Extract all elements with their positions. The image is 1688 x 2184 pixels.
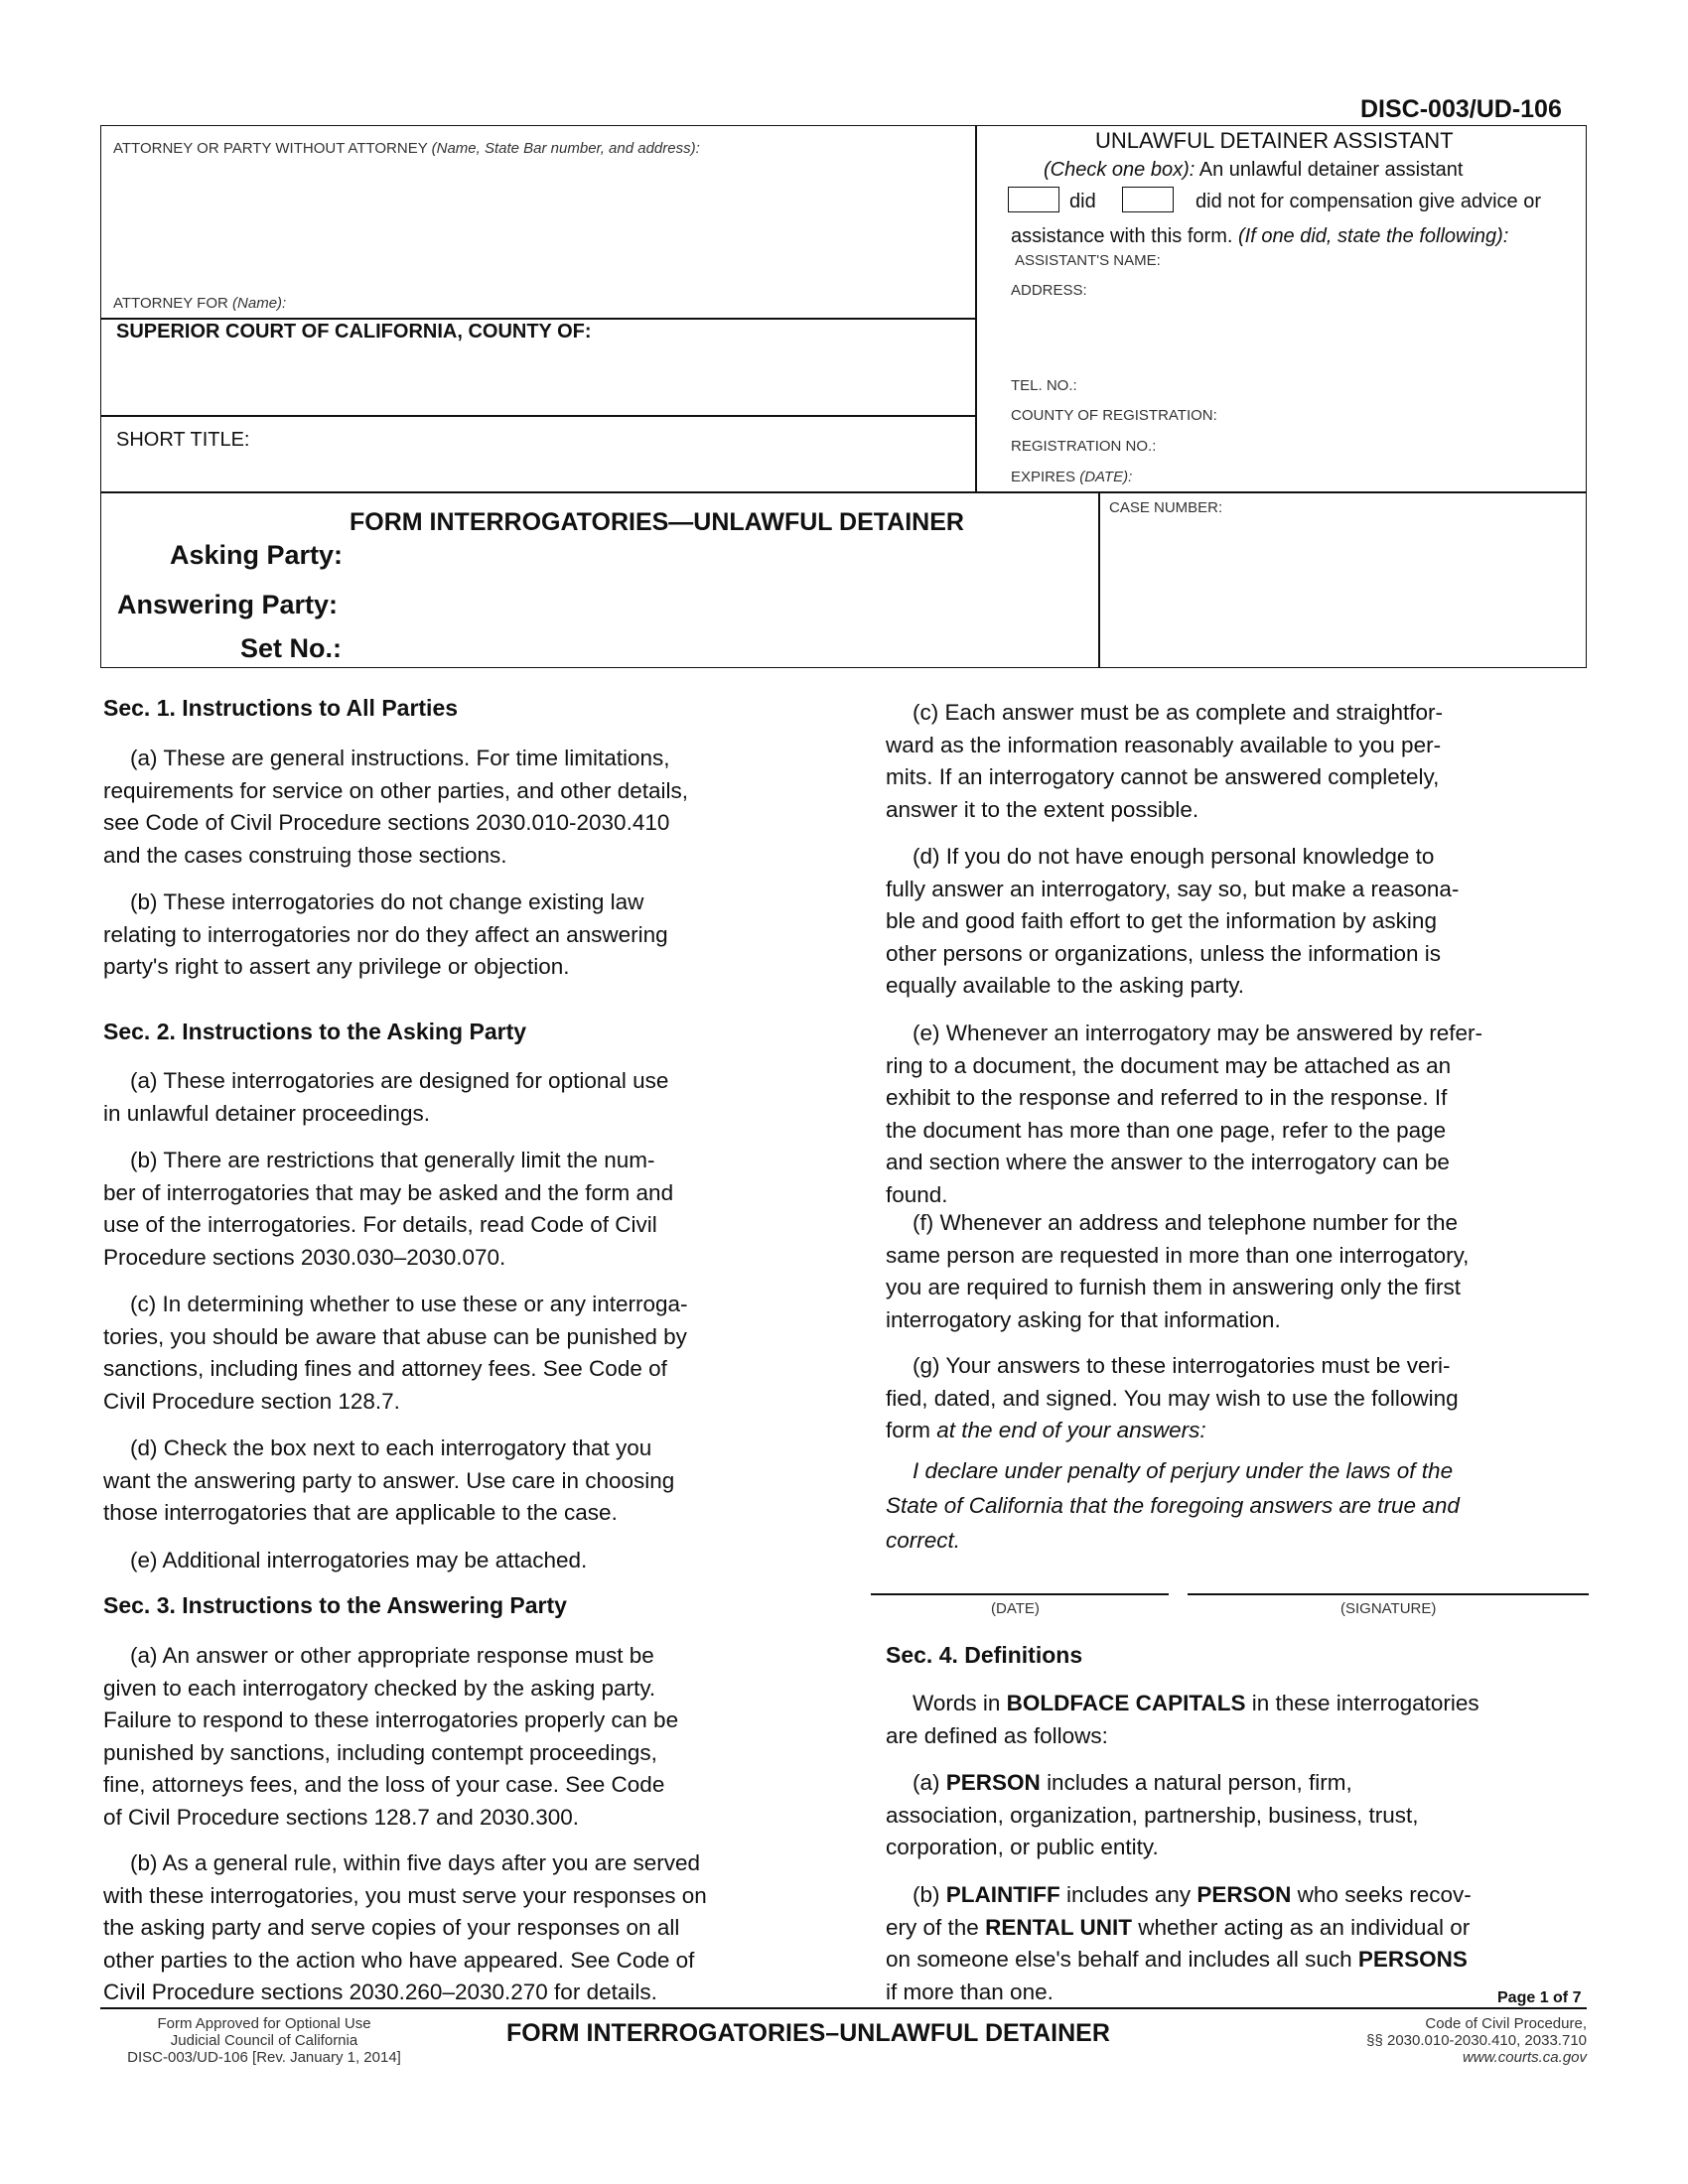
line: correct.: [886, 1528, 961, 1553]
line: [886, 1415, 1459, 1447]
line: fine, attorneys fees, and the loss of your case. See Code: [103, 1772, 665, 1797]
sec3-para-b: [103, 1847, 707, 2009]
line: (a) These interrogatories are designed for optional use: [130, 1068, 669, 1093]
assistant-check-hint: (Check one box):: [1044, 159, 1196, 181]
term: PERSONS: [1357, 1947, 1468, 1972]
approved-line: Judicial Council of California: [170, 2032, 358, 2049]
line: answer it to the extent possible.: [886, 796, 1199, 822]
signature-field[interactable]: [1188, 1555, 1589, 1592]
line: State of California that the foregoing answers are true and: [886, 1493, 1460, 1518]
registration-no-label: REGISTRATION NO.:: [1011, 438, 1157, 455]
date-line: [871, 1593, 1169, 1595]
sec2-para-d: [103, 1433, 674, 1530]
code-line: §§ 2030.010-2030.410, 2033.710: [1366, 2032, 1587, 2049]
term: RENTAL UNIT: [985, 1914, 1132, 1940]
case-number-field[interactable]: [1107, 524, 1574, 658]
line: Civil Procedure sections 2030.260–2030.270 for details.: [103, 1979, 657, 2004]
tel-label: TEL. NO.:: [1011, 377, 1077, 394]
footer-title: FORM INTERROGATORIES–UNLAWFUL DETAINER: [506, 2019, 1110, 2047]
asking-party-field[interactable]: [359, 540, 1074, 572]
set-no-label: Set No.:: [240, 633, 343, 663]
line: relating to interrogatories nor do they affect an answering: [103, 921, 668, 947]
did-checkbox[interactable]: [1008, 187, 1059, 212]
text: on someone else's behalf and includes all such: [886, 1947, 1352, 1972]
line: [886, 1879, 1472, 1912]
line: equally available to the asking party.: [886, 973, 1245, 998]
term: PERSON: [945, 1770, 1041, 1795]
text: whether acting as an individual or: [1138, 1914, 1471, 1940]
line: Failure to respond to these interrogatories properly can be: [103, 1707, 679, 1732]
line: (b) There are restrictions that generally limit the num-: [130, 1148, 655, 1172]
line: sanctions, including fines and attorney fees. See Code of: [103, 1356, 667, 1381]
line: [886, 1767, 1419, 1800]
did-not-label: did not for compensation give advice or: [1196, 191, 1541, 212]
sec4-intro: [886, 1688, 1479, 1752]
line: in unlawful detainer proceedings.: [103, 1100, 430, 1126]
short-title-label: SHORT TITLE:: [116, 429, 250, 451]
sec4-title: Sec. 4. Definitions: [886, 1642, 1083, 1668]
footer-rule: [100, 2007, 1587, 2009]
sec2-title: Sec. 2. Instructions to the Asking Party: [103, 1019, 527, 1044]
line: ward as the information reasonably available to you per-: [886, 732, 1442, 757]
line: and the cases construing those sections.: [103, 842, 507, 868]
caption-divider-vertical-lower: [1098, 491, 1100, 668]
sec2-para-a: [103, 1065, 668, 1130]
sec3-para-f: [886, 1207, 1469, 1336]
sec3-title: Sec. 3. Instructions to the Answering Party: [103, 1592, 567, 1618]
definition-b: [886, 1879, 1472, 2008]
line: (c) Each answer must be as complete and straightfor-: [913, 700, 1443, 725]
sec2-para-c: [103, 1289, 688, 1418]
signature-line: [1188, 1593, 1589, 1595]
line: (f) Whenever an address and telephone number for the: [913, 1210, 1459, 1235]
line: fied, dated, and signed. You may wish to use the following: [886, 1385, 1459, 1411]
line: interrogatory asking for that information.: [886, 1306, 1281, 1332]
did-not-checkbox-box[interactable]: [1122, 187, 1174, 212]
code-line: Code of Civil Procedure,: [1425, 2015, 1587, 2032]
text-italic: at the end of your answers:: [936, 1418, 1206, 1442]
line: the document has more than one page, refer to the page: [886, 1117, 1447, 1143]
expires-text: EXPIRES: [1011, 469, 1076, 485]
caption-divider-vertical-upper: [975, 125, 977, 492]
line: other parties to the action who have appeared. See Code of: [103, 1947, 695, 1973]
declaration: [886, 1453, 1460, 1558]
line: those interrogatories that are applicable to the case.: [103, 1500, 618, 1525]
line: are defined as follows:: [886, 1722, 1108, 1748]
assistant-check-line: [1044, 159, 1463, 182]
assistant-name-label: ASSISTANT'S NAME:: [1015, 252, 1161, 269]
did-label: did: [1069, 191, 1096, 212]
line: (a) An answer or other appropriate response must be: [130, 1643, 654, 1668]
line: you are required to furnish them in answering only the first: [886, 1275, 1462, 1299]
sec3-para-a: [103, 1640, 678, 1834]
line: of Civil Procedure sections 128.7 and 2030.300.: [103, 1804, 580, 1830]
line: the asking party and serve copies of your responses on all: [103, 1915, 680, 1940]
approved-line: DISC-003/UD-106 [Rev. January 1, 2014]: [127, 2049, 401, 2066]
case-number-label: CASE NUMBER:: [1109, 499, 1223, 516]
line: (e) Additional interrogatories may be attached.: [130, 1548, 588, 1572]
date-field[interactable]: [871, 1555, 1169, 1592]
sec1-para-b: [103, 887, 668, 984]
line: ring to a document, the document may be attached as an: [886, 1052, 1452, 1078]
sec1-para-a: [103, 743, 688, 872]
court-field[interactable]: [109, 347, 963, 409]
asking-party-label: Asking Party:: [170, 540, 344, 570]
line: (b) As a general rule, within five days after you are served: [130, 1850, 701, 1875]
assistance-hint: (If one did, state the following):: [1237, 225, 1509, 247]
website-link[interactable]: www.courts.ca.gov: [1462, 2049, 1587, 2066]
line: ble and good faith effort to get the information by asking: [886, 908, 1437, 933]
term: PERSON: [1196, 1882, 1292, 1907]
answering-party-label: Answering Party:: [117, 590, 339, 619]
signature-label: (SIGNATURE): [1340, 1600, 1437, 1617]
line: and section where the answer to the interrogatory can be: [886, 1150, 1450, 1174]
footer-approved: [100, 2015, 428, 2066]
text: includes a natural person, firm,: [1047, 1770, 1352, 1795]
line: fully answer an interrogatory, say so, but make a reasona-: [886, 876, 1460, 901]
assistant-address-label: ADDRESS:: [1011, 282, 1087, 299]
line: if more than one.: [886, 1979, 1054, 2004]
set-no-field[interactable]: [359, 633, 1074, 665]
line: (g) Your answers to these interrogatories must be veri-: [913, 1353, 1451, 1378]
line: Civil Procedure section 128.7.: [103, 1388, 400, 1414]
sec2-para-e: [103, 1545, 587, 1577]
court-label: SUPERIOR COURT OF CALIFORNIA, COUNTY OF:: [116, 321, 592, 342]
expires-hint: (DATE):: [1079, 469, 1133, 485]
caption-divider-court: [100, 318, 976, 320]
attorney-for-text: ATTORNEY FOR: [113, 295, 228, 312]
line: [886, 1912, 1472, 1945]
attorney-for-hint: (Name):: [232, 295, 287, 312]
text: (b): [913, 1882, 940, 1907]
line: same person are requested in more than one interrogatory,: [886, 1242, 1470, 1268]
footer-code: [1241, 2015, 1587, 2066]
assistance-text: assistance with this form.: [1011, 225, 1233, 247]
attorney-label-hint: (Name, State Bar number, and address):: [431, 140, 700, 157]
approved-line: Form Approved for Optional Use: [157, 2015, 371, 2032]
line: I declare under penalty of perjury under the laws of the: [913, 1458, 1454, 1483]
attorney-label: [113, 140, 700, 157]
caption-divider-title: [100, 491, 1587, 493]
assistance-line: [1011, 225, 1508, 248]
line: Procedure sections 2030.030–2030.070.: [103, 1244, 506, 1270]
text: (a): [913, 1770, 940, 1795]
line: see Code of Civil Procedure sections 2030.010-2030.410: [103, 810, 670, 835]
line: party's right to assert any privilege or objection.: [103, 954, 570, 979]
text: includes any: [1066, 1882, 1192, 1907]
sec3-para-c: [886, 697, 1443, 826]
county-registration-label: COUNTY OF REGISTRATION:: [1011, 407, 1217, 424]
sec2-para-b: [103, 1145, 673, 1274]
sec3-para-e: [886, 1018, 1482, 1211]
sec3-para-d: [886, 841, 1459, 1003]
line: punished by sanctions, including contempt proceedings,: [103, 1739, 657, 1765]
did-not-checkbox[interactable]: [1122, 187, 1174, 212]
attorney-for-label: [113, 295, 286, 312]
line: requirements for service on other parties, and other details,: [103, 777, 689, 803]
line: exhibit to the response and referred to in the response. If: [886, 1085, 1448, 1110]
line: with these interrogatories, you must serve your responses on: [103, 1882, 707, 1908]
line: want the answering party to answer. Use care in choosing: [103, 1467, 675, 1493]
text: ery of the: [886, 1914, 979, 1940]
term: PLAINTIFF: [945, 1882, 1060, 1907]
line: given to each interrogatory checked by the asking party.: [103, 1675, 656, 1701]
text: form: [886, 1418, 930, 1442]
line: found.: [886, 1181, 948, 1207]
sec3-para-g: [886, 1350, 1459, 1447]
attorney-label-text: ATTORNEY OR PARTY WITHOUT ATTORNEY: [113, 140, 428, 157]
line: use of the interrogatories. For details, read Code of Civil: [103, 1212, 657, 1237]
assistant-check-text: An unlawful detainer assistant: [1198, 159, 1464, 181]
line: (a) These are general instructions. For time limitations,: [130, 746, 670, 770]
line: tories, you should be aware that abuse can be punished by: [103, 1323, 687, 1349]
text: Words in: [913, 1691, 1001, 1715]
line: [886, 1688, 1479, 1720]
line: (e) Whenever an interrogatory may be answered by refer-: [913, 1021, 1483, 1045]
line: other persons or organizations, unless the information is: [886, 940, 1442, 966]
line: (b) These interrogatories do not change existing law: [130, 889, 644, 914]
line: (d) If you do not have enough personal knowledge to: [913, 844, 1435, 869]
assistant-title: UNLAWFUL DETAINER ASSISTANT: [1095, 128, 1454, 153]
date-label: (DATE): [991, 1600, 1040, 1617]
line: (c) In determining whether to use these or any interroga-: [130, 1292, 688, 1316]
did-checkbox-box[interactable]: [1008, 187, 1059, 212]
form-code: DISC-003/UD-106: [1360, 95, 1562, 123]
answering-party-field[interactable]: [359, 590, 1074, 621]
sec1-title: Sec. 1. Instructions to All Parties: [103, 695, 459, 721]
line: [886, 1944, 1472, 1977]
form-title: FORM INTERROGATORIES—UNLAWFUL DETAINER: [350, 508, 964, 536]
attorney-field[interactable]: [109, 167, 963, 286]
line: (d) Check the box next to each interrogatory that you: [130, 1435, 652, 1460]
line: association, organization, partnership, business, trust,: [886, 1802, 1419, 1828]
line: corporation, or public entity.: [886, 1835, 1159, 1859]
line: mits. If an interrogatory cannot be answered completely,: [886, 764, 1440, 789]
expires-label: [1011, 469, 1132, 485]
caption-divider-short-title: [100, 415, 976, 417]
text: in these interrogatories: [1251, 1691, 1479, 1715]
definition-a: [886, 1767, 1419, 1864]
line: ber of interrogatories that may be asked and the form and: [103, 1179, 674, 1205]
page-number: Page 1 of 7: [1497, 1989, 1582, 2006]
term: BOLDFACE CAPITALS: [1006, 1691, 1246, 1715]
text: who seeks recov-: [1297, 1882, 1472, 1907]
